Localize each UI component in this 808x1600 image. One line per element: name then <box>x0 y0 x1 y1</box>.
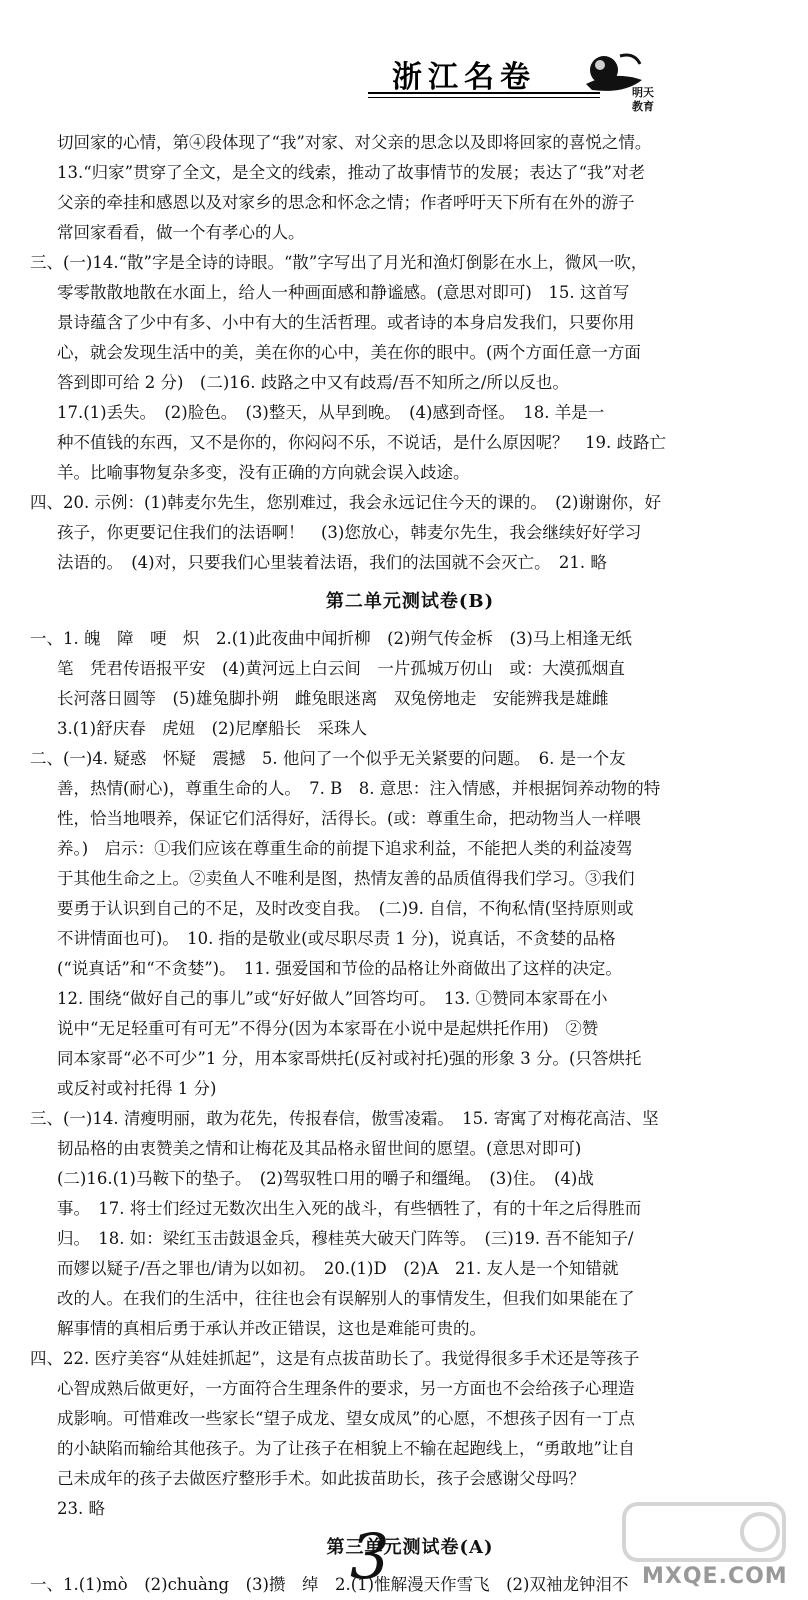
answer-line: 三、(一)14. 清瘦明丽，敢为花先，传报春信，傲雪凌霜。 15. 寄寓了对梅花高洁、坚 <box>30 1109 659 1128</box>
header-rule <box>368 92 600 94</box>
answer-line: 心，就会发现生活中的美，美在你的心中，美在你的眼中。(两个方面任意一方面 <box>57 343 641 362</box>
answer-line: 性，恰当地喂养，保证它们活得好，活得长。(或：尊重生命，把动物当人一样喂 <box>57 809 641 828</box>
answer-block-a <box>30 128 790 578</box>
answer-line: 12. 围绕“做好自己的事儿”或“好好做人”回答均可。 13. ①赞同本家哥在小 <box>57 989 608 1008</box>
answer-line: 说中“无足轻重可有可无”不得分(因为本家哥在小说中是起烘托作用) ②赞 <box>57 1019 599 1038</box>
answer-line: 零零散散地散在水面上，给人一种画面感和静谧感。(意思对即可) 15. 这首写 <box>57 283 630 302</box>
answer-line: 一、1. 魄 障 哽 炽 2.(1)此夜曲中闻折柳 (2)朔气传金柝 (3)马上相逢无纸 <box>30 629 632 648</box>
answer-line: 心智成熟后做更好，一方面符合生理条件的要求，另一方面也不会给孩子心理造 <box>57 1379 635 1398</box>
header-rule-thin <box>368 97 600 98</box>
answer-line: 切回家的心情，第④段体现了“我”对家、对父亲的思念以及即将回家的喜悦之情。 <box>57 133 652 152</box>
answer-line: 解事情的真相后勇于承认并改正错误，这也是难能可贵的。 <box>57 1319 486 1338</box>
answer-line: 的小缺陷而输给其他孩子。为了让孩子在相貌上不输在起跑线上，“勇敢地”让自 <box>57 1439 635 1458</box>
answer-line: 二、(一)4. 疑惑 怀疑 震撼 5. 他问了一个似乎无关紧要的问题。 6. 是一个友 <box>30 749 626 768</box>
answer-line: 长河落日圆等 (5)雄兔脚扑朔 雌兔眼迷离 双兔傍地走 安能辨我是雄雌 <box>57 689 609 708</box>
brand-title: 浙江名卷 <box>392 60 536 95</box>
page-header <box>0 0 808 130</box>
answer-line: 成影响。可惜难改一些家长“望子成龙、望女成凤”的心愿，不想孩子因有一丁点 <box>57 1409 635 1428</box>
answer-line: 事。 17. 将士们经过无数次出生入死的战斗，有些牺牲了，有的十年之后得胜而 <box>57 1199 642 1218</box>
answer-line: 答到即可给 2 分) (二)16. 歧路之中又有歧焉/吾不知所之/所以反也。 <box>57 373 569 392</box>
answer-line: (“说真话”和“不贪婪”)。 11. 强爱国和节俭的品格让外商做出了这样的决定。 <box>57 959 622 978</box>
answer-line: 常回家看看，做一个有孝心的人。 <box>57 223 305 242</box>
answer-line: 或反衬或衬托得 1 分) <box>57 1079 217 1098</box>
section-title-unit3a: 第三单元测试卷(A) <box>326 1537 494 1558</box>
answer-line: 归。 18. 如：梁红玉击鼓退金兵，穆桂英大破天门阵等。 (三)19. 吾不能知子/ <box>57 1229 634 1248</box>
answer-line: 同本家哥“必不可少”1 分，用本家哥烘托(反衬或衬托)强的形象 3 分。(只答烘托 <box>57 1049 642 1068</box>
answer-line: 父亲的牵挂和感恩以及对家乡的思念和怀念之情；作者呼吁天下所有在外的游子 <box>57 193 635 212</box>
brand-sub-2: 教育 <box>632 100 654 113</box>
answer-line: 善，热情(耐心)，尊重生命的人。 7. B 8. 意思：注入情感，并根据饲养动物的特 <box>57 779 661 798</box>
answer-line: 四、20. 示例：(1)韩麦尔先生，您别难过，我会永远记住今天的课的。 (2)谢谢你，好 <box>30 493 661 512</box>
brand-sub-1: 明天 <box>632 86 654 99</box>
answer-line: 法语的。 (4)对，只要我们心里装着法语，我们的法国就不会灭亡。 21. 略 <box>57 553 607 572</box>
section-title-unit2b: 第二单元测试卷(B) <box>325 591 495 612</box>
answer-line: 不讲情面也可)。 10. 指的是敬业(或尽职尽责 1 分)，说真话，不贪婪的品格 <box>57 929 616 948</box>
answer-content <box>30 128 790 1600</box>
answer-line: 17.(1)丢失。 (2)脸色。 (3)整天，从早到晚。 (4)感到奇怪。 18. 羊是一 <box>57 403 605 422</box>
answer-block-b <box>30 624 790 1524</box>
page-number: 3 <box>350 1520 390 1593</box>
answer-line: 孩子，你更要记住我们的法语啊！ (3)您放心，韩麦尔先生，我会继续好好学习 <box>57 523 642 542</box>
answer-line: 要勇于认识到自己的不足，及时改变自我。 (二)9. 自信，不徇私情(坚持原则或 <box>57 899 634 918</box>
answer-line: 种不值钱的东西，又不是你的，你闷闷不乐，不说话，是什么原因呢？ 19. 歧路亡 <box>57 433 666 452</box>
answer-line: 三、(一)14.“散”字是全诗的诗眼。“散”字写出了月光和渔灯倒影在水上，微风一吹， <box>30 253 648 272</box>
answer-line: 笔 凭君传语报平安 (4)黄河远上白云间 一片孤城万仞山 或：大漠孤烟直 <box>57 659 625 678</box>
answer-line: (二)16.(1)马鞍下的垫子。 (2)驾驭牲口用的嚼子和缰绳。 (3)住。 (4)战 <box>57 1169 594 1188</box>
answer-line: 韧品格的由衷赞美之情和让梅花及其品格永留世间的愿望。(意思对即可) <box>57 1139 582 1158</box>
answer-line: 而嫪以疑子/吾之罪也/请为以如初。 20.(1)D (2)A 21. 友人是一个知错就 <box>57 1259 619 1278</box>
answer-line: 一、1.(1)mò (2)chuàng (3)攒 绰 2.(1)惟解漫天作雪飞 (2)双袖龙钟泪不 <box>30 1575 629 1594</box>
answer-line: 于其他生命之上。②卖鱼人不唯利是图，热情友善的品质值得我们学习。③我们 <box>57 869 635 888</box>
answer-line: 23. 略 <box>57 1499 105 1518</box>
answer-line: 四、22. 医疗美容“从娃娃抓起”，这是有点拔苗助长了。我觉得很多手术还是等孩子 <box>30 1349 640 1368</box>
answer-line: 3.(1)舒庆春 虎妞 (2)尼摩船长 采珠人 <box>57 719 367 738</box>
answer-line: 养。) 启示：①我们应该在尊重生命的前提下追求利益，不能把人类的利益凌驾 <box>57 839 633 858</box>
answer-line: 改的人。在我们的生活中，往往也会有误解别人的事情发生，但我们如果能在了 <box>57 1289 635 1308</box>
answer-line: 羊。比喻事物复杂多变，没有正确的方向就会误入歧途。 <box>57 463 470 482</box>
answer-line: 13.“归家”贯穿了全文，是全文的线索，推动了故事情节的发展；表达了“我”对老 <box>57 163 645 182</box>
watermark-text: MXQE.COM <box>642 1564 788 1589</box>
answer-line: 己未成年的孩子去做医疗整形手术。如此拔苗助长，孩子会感谢父母吗？ <box>57 1469 585 1488</box>
answer-line: 景诗蕴含了少中有多、小中有大的生活哲理。或者诗的本身启发我们，只要你用 <box>57 313 635 332</box>
